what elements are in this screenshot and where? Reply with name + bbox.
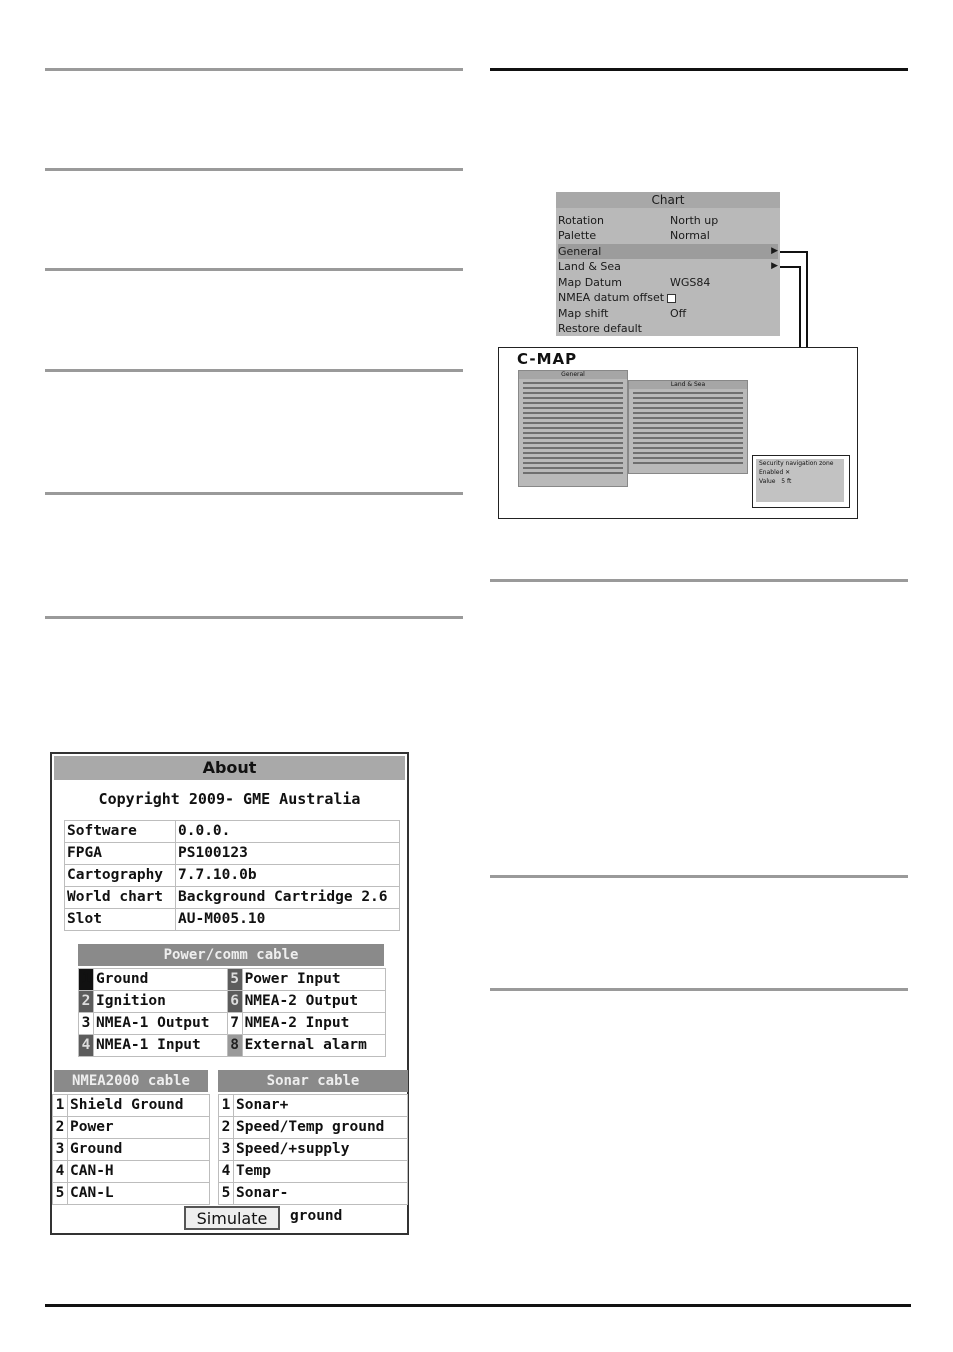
security-zone-frame: Security navigation zone Enabled ✕ Value 5 ft — [752, 455, 850, 508]
cmap-title: C-MAP — [517, 350, 578, 368]
menu-item-restore-default[interactable]: Restore default — [558, 322, 642, 335]
table-row: 3 Speed/+supply — [219, 1139, 408, 1161]
menu-item-map-shift[interactable]: Map shift Off — [558, 307, 687, 320]
table-row: Slot AU-M005.10 — [65, 909, 400, 931]
section-divider — [45, 268, 463, 271]
about-title: About — [54, 756, 405, 780]
checkbox-icon[interactable] — [667, 294, 676, 303]
general-submenu: General — [518, 370, 628, 487]
table-row: 2 Power — [53, 1117, 210, 1139]
menu-item-palette[interactable]: Palette Normal — [558, 229, 710, 242]
section-divider — [490, 68, 908, 71]
menu-item-rotation[interactable]: Rotation North up — [558, 214, 719, 227]
table-row: World chart Background Cartridge 2.6 — [65, 887, 400, 909]
table-row: 4 NMEA-1 Input 8 External alarm — [79, 1035, 386, 1057]
chart-menu — [556, 192, 780, 336]
table-row: 1 Shield Ground — [53, 1095, 210, 1117]
section-divider — [45, 168, 463, 171]
connector-line — [799, 266, 801, 347]
connector-line — [806, 251, 808, 347]
section-divider — [45, 616, 463, 619]
menu-item-map-datum[interactable]: Map Datum WGS84 — [558, 276, 711, 289]
sonar-ground-label: ground — [290, 1208, 343, 1224]
connector-line — [780, 251, 808, 253]
table-row: 4 Temp — [219, 1161, 408, 1183]
connector-line — [780, 266, 800, 268]
section-divider — [45, 369, 463, 372]
table-row: 4 CAN-H — [53, 1161, 210, 1183]
nmea2000-cable-heading: NMEA2000 cable — [54, 1070, 208, 1092]
nmea2000-cable-table — [52, 1094, 210, 1205]
power-cable-table — [78, 968, 386, 1057]
chart-menu-title: Chart — [556, 192, 780, 208]
about-dialog — [50, 752, 409, 1235]
table-row: Software 0.0.0. — [65, 821, 400, 843]
table-row: 2 Speed/Temp ground — [219, 1117, 408, 1139]
table-row: 1 Ground 5 Power Input — [79, 969, 386, 991]
submenu-arrow-icon: ▶ — [771, 246, 778, 256]
sonar-cable-table — [218, 1094, 408, 1205]
section-divider — [490, 875, 908, 878]
power-cable-heading: Power/comm cable — [78, 944, 384, 966]
table-row: 1 Sonar+ — [219, 1095, 408, 1117]
table-row: Cartography 7.7.10.0b — [65, 865, 400, 887]
table-row: 3 NMEA-1 Output 7 NMEA-2 Input — [79, 1013, 386, 1035]
table-row: FPGA PS100123 — [65, 843, 400, 865]
menu-item-nmea-datum-offset[interactable]: NMEA datum offset — [558, 290, 778, 305]
table-row: 5 CAN-L — [53, 1183, 210, 1205]
copyright-text: Copyright 2009- GME Australia — [98, 790, 361, 808]
menu-item-land-sea[interactable]: Land & Sea ▶ — [558, 260, 778, 273]
section-divider — [45, 492, 463, 495]
simulate-button[interactable]: Simulate — [184, 1206, 280, 1230]
table-row: 5 Sonar- — [219, 1183, 408, 1205]
info-table — [64, 820, 400, 931]
section-divider — [490, 988, 908, 991]
table-row: 2 Ignition 6 NMEA-2 Output — [79, 991, 386, 1013]
section-divider — [45, 68, 463, 71]
section-divider — [490, 579, 908, 582]
sonar-cable-heading: Sonar cable — [218, 1070, 408, 1092]
footer-rule — [45, 1304, 911, 1307]
table-row: 3 Ground — [53, 1139, 210, 1161]
land-sea-submenu: Land & Sea — [628, 380, 748, 474]
menu-item-general[interactable]: General ▶ — [558, 245, 778, 258]
submenu-arrow-icon: ▶ — [771, 261, 778, 271]
